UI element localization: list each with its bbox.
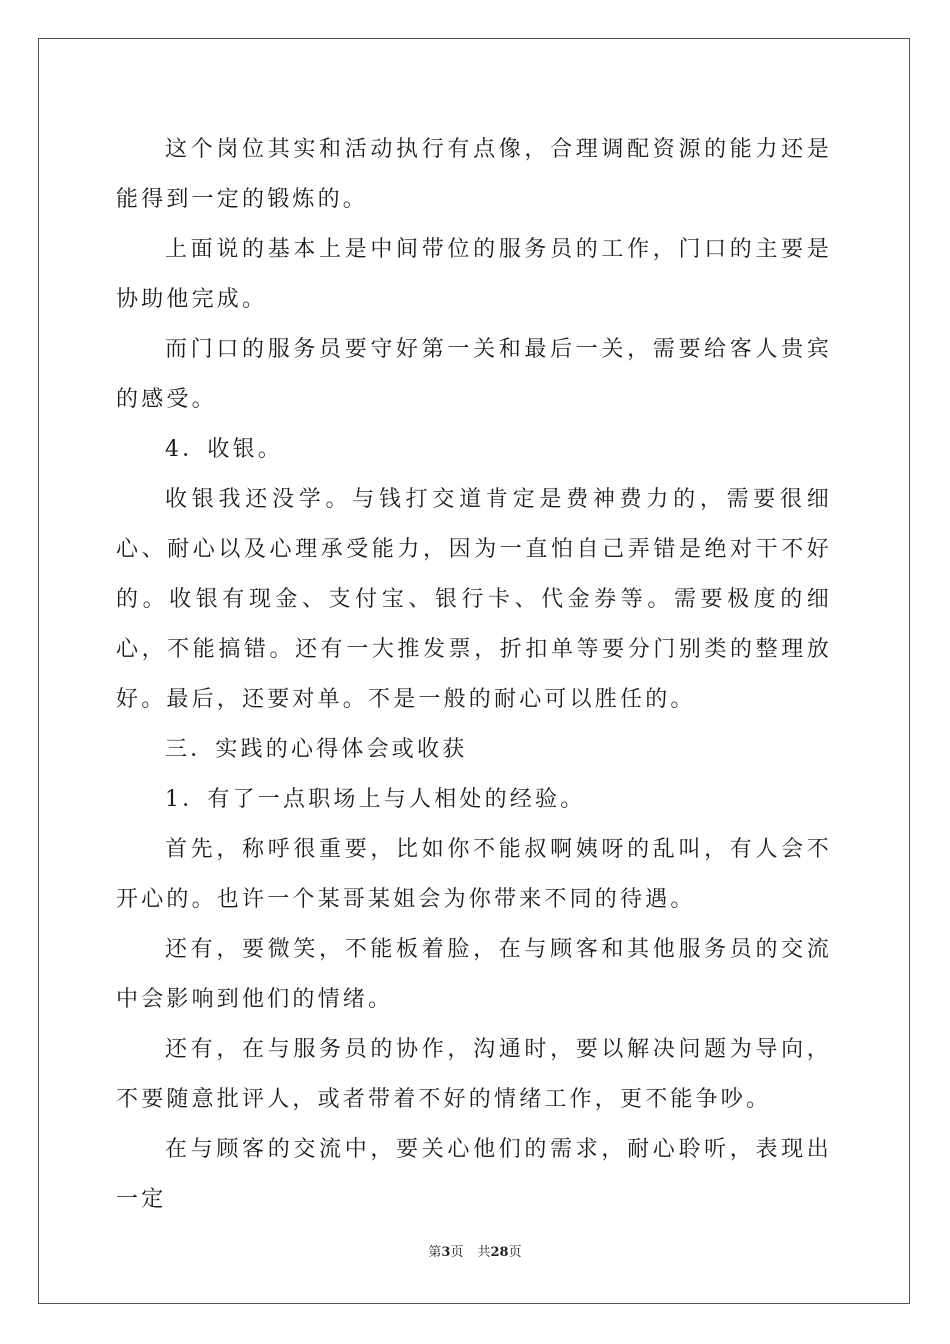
section-item-heading: 4．收银。	[165, 437, 283, 462]
paragraph: 收银我还没学。与钱打交道肯定是费神费力的，需要很细心、耐心以及心理承受能力，因为一直怕自己弄错是绝对干不好的。收银有现金、支付宝、银行卡、代金券等。需要极度的细心，不能搞错。还有一大推发票，折扣单等要分门别类的整理放好。最后，还要对单。不是一般的耐心可以胜任的。	[116, 487, 832, 712]
page-number: 3	[441, 1245, 451, 1260]
paragraph: 上面说的基本上是中间带位的服务员的工作，门口的主要是协助他完成。	[116, 237, 832, 312]
paragraph: 这个岗位其实和活动执行有点像，合理调配资源的能力还是能得到一定的锻炼的。	[116, 137, 832, 212]
page-footer	[0, 1245, 950, 1261]
total-prefix: 共	[477, 1245, 491, 1260]
total-suffix: 页	[508, 1245, 522, 1260]
page-suffix: 页	[450, 1245, 464, 1260]
paragraph: 而门口的服务员要守好第一关和最后一关，需要给客人贵宾的感受。	[116, 337, 832, 412]
section-heading: 三．实践的心得体会或收获	[165, 737, 468, 762]
total-pages: 28	[490, 1245, 509, 1260]
page-prefix: 第	[428, 1245, 442, 1260]
paragraph: 在与顾客的交流中，要关心他们的需求，耐心聆听，表现出一定	[116, 1137, 832, 1212]
section-item-heading: 1．有了一点职场上与人相处的经验。	[165, 787, 586, 812]
document-body	[116, 125, 832, 1225]
paragraph: 还有，要微笑，不能板着脸，在与顾客和其他服务员的交流中会影响到他们的情绪。	[116, 937, 832, 1012]
paragraph: 还有，在与服务员的协作，沟通时，要以解决问题为导向，不要随意批评人，或者带着不好的情绪工作，更不能争吵。	[116, 1037, 832, 1112]
paragraph: 首先，称呼很重要，比如你不能叔啊姨呀的乱叫，有人会不开心的。也许一个某哥某姐会为你带来不同的待遇。	[116, 837, 832, 912]
